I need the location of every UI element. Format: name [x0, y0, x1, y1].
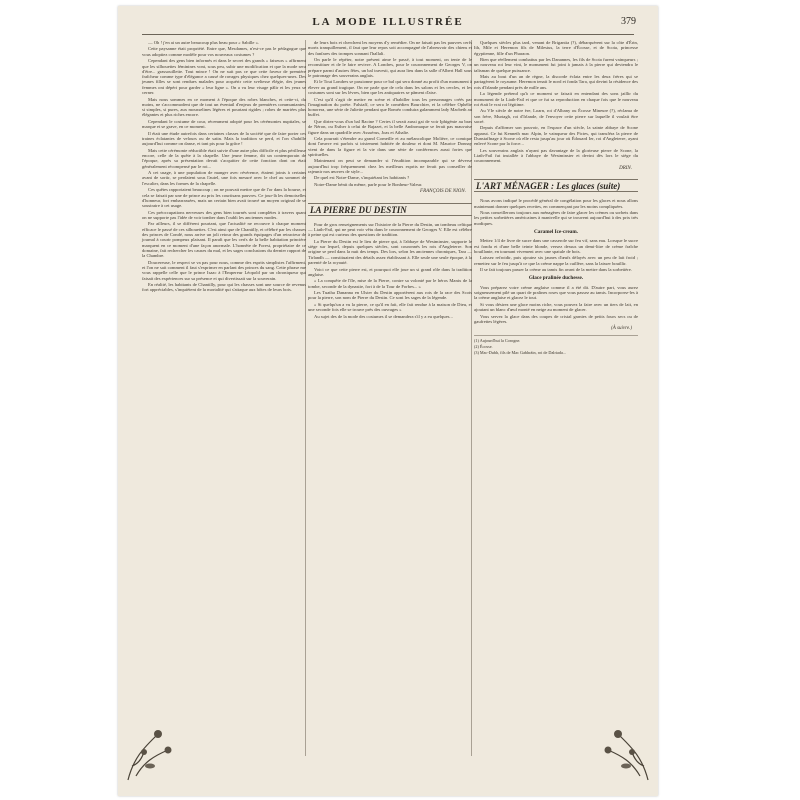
column-middle [308, 40, 472, 320]
footnote: (3) Mac-Dubh, fils de Mac Gabhráin, roi de Dalriada... [474, 350, 566, 356]
paragraph: — Oh ! j'en ai un autre beaucoup plus beau pour « Sabille ». [148, 40, 260, 45]
paragraph: Maintenant on peut se demander si l'érudition incomparable qui se déverse aujourd'hui trop fréquemment chez les meilleurs esprits ne ferait pas conseiller de rajeunir nos œuvres de style... [308, 158, 472, 174]
recipe-heading: Caramel Ice-cream. [534, 228, 578, 235]
paragraph: Bien que réellement combattus par les Danannes, les fils de Scota furent vainqueurs ; un nouveau roi leur vint, le monument fut joint à jamais à la pierre qui deviendra le talisman de quelque puissance. [474, 57, 638, 73]
paragraph: Cette paysanne était propriété. Entre que, Mesdames, n'est-ce pas le pédagogue que vous adoptiez comme modèle pour vos nouveaux costumes ? [142, 46, 306, 57]
paragraph: Voici ce que cette pierre est, et pourquoi elle joue un si grand rôle dans la tradition anglaise. [308, 266, 472, 277]
paragraph: Cependant des gens bien informés et dans le secret des grands « faiseurs » affirment que les silhouettes féminines vont, sous peu, subir une modification et que la mode sera d'être... grassouillette. Tout mince ! On ne suit pas ce que cette faveur de première fraîcheur comme type d'élégance a causé de ravages physiques chez quelques-unes. Des jeunes filles se sont rendues malades pour acquérir cette sveltesse élégie, des jeunes femmes ont dépéri pour garder « leur ligne ». On a vu leur visage pâlir et les yeux se cerner. [142, 58, 306, 96]
paragraph: Si vous désirez une glace moins riche, vous pouvez la faire avec un tiers de lait, en ajoutant un blanc d'œuf monté en neige au moment de glacer. [474, 301, 638, 313]
paragraph: On parle le répéter, notre présent aime le passé, à tout moment, on tente de le reconstituer et de le faire revivre. A Londres, pour le couronnement de Georges V, on prépare parmi d'autres fêtes, un bal travesti, qui aura lieu dans la salle d'Albert Hall sous le patronage des souverains anglais. [308, 57, 472, 78]
footnotes [474, 335, 638, 355]
paragraph: De quel est Notre-Dame, s'inquiétant les habitants ? [314, 175, 410, 181]
magazine-page [118, 6, 658, 796]
paragraph: Vous préparez votre crème anglaise comme il a été dit. D'autre part, vous aurez soigneusement pilé un quart de pralines roses que vous passez au tamis. Incorporez-les à la crème anglaise et glacez le tout. [474, 284, 638, 301]
paragraph: Pour de gros renseignements sur l'histoire de la Pierre du Destin, un tombeau celtique — Liath-Fail, qui ne peut voir vêtu dans le couronnement de Georges V. Elle est célèbre à peine qui est curieux des questions de tradition. [308, 221, 472, 238]
paragraph: Mais nous sommes en ce moment à l'époque des robes blanches, et cette-ci, du moins, ne s'accommodent que de tout un éventail d'enjeux de premières communiantes, si simples, si pures, aux mousselines légères et pourtant rigides ; robes de mariées plus élégantes et plus riches encore. [142, 96, 306, 118]
paragraph: Mais cette cérémonie réductible était suivie d'une autre plus difficile et plus périlleuse encore, celle de la quête à la chapelle. Une jeune femme, dit un contemporain de l'époque, après sa présentation devait s'acquitter de cette fonction dont on était généralement récompensé par le roi... [142, 147, 306, 169]
paragraph: Cela pourrait s'étendre au grand Corneille et au mélancolique Molière, ce comique dont l'œuvre est parfois si tristement habitée de douleur et dont M. Maurice Donnay vient de dans la figure et la vie dans une série de conférences aussi fortes que spirituelles. [308, 135, 472, 157]
paragraph: « Si quelqu'un a vu la pierre, ce qu'il en fait, elle fait rendue à la maison de Dieu, et une seconde fois elle se trouve près des ouvrages » [308, 301, 472, 313]
paragraph: Depuis d'affirmer son pouvoir, en l'espace d'un siècle, la sainte abbaye de Scone apparut. Ce fut Kenneth mac Alpin, le vainqueur des Pictes, qui transféra la pierre de Dunstaffnage à Scone où elle resta jusqu'au jour où Édouard Ier, roi d'Angleterre, ayant enlevé Scone par la force... [474, 125, 638, 147]
paragraph: La Pierre du Destin est le lieu de pierre qui, à l'abbaye de Westminster, supporte le siège sur lequel, depuis quelques siècles, sont couronnés les rois d'Angleterre. Son origine se perd dans la nuit des temps. Des lors, selon les anciennes chroniques, Tara — Tirlandh — constituaient des détails assez établissant à. Elle seule une seule époque, à la parenté de la royauté. [308, 238, 472, 266]
paragraph: Par ailleurs, il se différent pourtant, que l'actualité ne recouvre à chaque moment efficace le passé de ces silhouettes. C'est ainsi que de Chantilly, et célébré par les chasses des princes de Condé, nous arrive un joli retour des grands équipages d'un retracteur de journal à courir pompeux plaisant. Il paraît que les cerfs de la belle habitation princière marquent en ce moment d'une façon anormale. L'honnête de Forest, propriétaire de ce domaine, fait rechercher les causes du mal, et les sages conclusions du dernier rapport de la Chambre. [142, 221, 306, 259]
footnote: (2) Écosse. [474, 344, 493, 350]
section-heading-art-menager: L'ART MÉNAGER : Les glaces (suite) [474, 179, 638, 192]
paragraph: C'est qu'il s'agit de mettre en scène et d'habiller tous les personnages créés par l'imagination du poète. Falstaff, ce sera le comédien Bourchier, et la célèbre Ophélie honorera, une série de Juliette pendant que Roméo conduira galamment lady Macbeth au buffet. [308, 96, 472, 118]
paragraph: Ces préoccupations nerveuses des gens bien tournés sont complètes à travers quant on ne supporte pas l'idée de voir tomber dans l'oubli les anciennes modes. [142, 209, 306, 220]
paragraph: Au sujet des de la mode des costumes il se demandera s'il y a eu quelques... [314, 313, 453, 319]
header-rule [142, 34, 634, 35]
recipe-heading: Glace pralinée duchesse. [528, 275, 584, 282]
page-number: 379 [621, 16, 636, 27]
page-header [118, 16, 658, 34]
paragraph: Quelques siècles plus tard, venant de Brigantia (?), débarquèrent sur la côte d'Érin, Ith, Mile et Heremon fils de Milesius, la terre d'Écosse, et de Scota, princesse égyptienne, fille d'un Pharaon. [474, 40, 638, 56]
paragraph: Mais au bout d'un an de règne, la discorde éclata entre les deux frères qui se partagèrent le royaume. Heremon tenait le nord et fonda Tara, qui devint la résidence des rois d'Irlande pendant près de mille ans. [474, 74, 638, 90]
magazine-title: LA MODE ILLUSTRÉE [312, 16, 464, 28]
column-left [142, 40, 306, 294]
paragraph: A cet usage, à une population de manger avec révérence, étaient joints à certains avant de sortir, se perdaient sous l'autel, une fois mesuré avec le chef au sommet de l'escalier, dans les formes de la chapelle. [142, 170, 306, 186]
paragraph: En réalité, les habitants de Chantilly, pour qui les chasses sont une source de revenus fort appréciables, s'inquiètent de la mortalité qui s'attaque aux hôtes de leurs bois. [142, 282, 306, 293]
paragraph: Au VIe siècle de notre ère, Loarn, roi d'Albany ou Écosse Mineure (?), réclama de son frère, Murtagh, roi d'Irlande, de l'envoyer cette pierre sur laquelle il voulait être sacré. [474, 108, 638, 124]
footnote: (1) Aujourd'hui la Corogne. [474, 338, 521, 344]
paragraph: Laissez refroidir, puis ajoutez six jaunes d'œufs délayés avec un peu de lait froid ; remettez sur le feu jusqu'à ce que la crème nappe la cuillère, sans la laisser bouillir. [474, 255, 638, 266]
paragraph: Cependant le costume de cour, récemment adopté pour les cérémonies nuptiales, se marque et se grave, en ce moment. [142, 118, 306, 130]
paragraph: Ces quêtes rapportaient beaucoup ; on ne pouvait mettre que de l'or dans la bourse, et cela se faisait par une de prince au prix les courtisans pauvres. Ce jour-là les demoiselles d'honneur, fort embarrassées, mais un certain bien avait trouvé un moyen original de se soustraire à cet usage. [142, 187, 306, 209]
paragraph: Il se fait toujours passer la crème au tamis fin avant de la mettre dans la sorbetière. [480, 267, 632, 273]
paragraph: Il était une étude autrefois dans certaines classes de la société que de faire porter ces traines éclatantes de velours ou de satin. Mais la tradition se perd, et l'on s'habille aujourd'hui comme on danse, et tant pis pour la grâce ! [142, 130, 306, 147]
paragraph: Nous conseillerons toujours aux ménagères de faire glacer les crèmes ou sorbets dans les petites sorbetières américaines à manivelle qui se trouvent aujourd'hui à des prix très modiques. [474, 210, 638, 226]
paragraph: Et le Tout Londres se passionne pour ce bal qui sera donné au profit d'un monument à élever au grand tragique. On ne parle que de cela dans les salons et les cercles, et les costumes sont sur les lèvres, bien que les antiquaires se pâment d'aise. [308, 79, 472, 96]
paragraph: Que diriez-vous d'un bal Racine ? Certes il serait aussi gai de voir Iphigénie au bras de Néron, ou Esther à celui de Bajazet, et la belle Andromaque se ferait pas mauvaise figure dans un quadrille avec Assuérus, Joas et Athalie. [308, 118, 472, 135]
paragraph: Notre-Dame bénit du même, parle pour le Bonheur-Valeur. [314, 181, 423, 187]
paragraph: « La conquête de l'île, mise de la Pierre, contre sa volonté par le héros Manix de la tombe, seconde de la dynastie, fort à de la Tour de Forbes... » [308, 278, 472, 289]
paragraph: Les souverains anglais n'ayant pas davantage de la glorieuse pierre de Scone, la Liath-Fail fut installée à l'abbaye de Westminster et devint dès lors le siège du couronnement. [474, 147, 638, 164]
article-signature: FRANÇOIS DE NION. [420, 189, 466, 195]
paragraph: Mettez 1/4 de livre de sucre dans une casserole sur feu vif, sans eau. Lorsque le sucre est fondu et d'une belle teinte blonde, versez dessus un demi-litre de crème fraîche bouillante, en tournant vivement avec une spatule de bois. [474, 238, 638, 254]
floral-ornament-left [124, 726, 194, 782]
paragraph: Doucereuse, le respect se va pas pour nous, comme des esprits simplistes l'affirment, et l'on ne sait comment il faut s'exprimer en parlant des princes du sang. Cette phrase me vous rappelle celle que le prince Isaac à l'Empereur Léopold par un chroniqueur qui faisait des expériences sur sa présence et qui divertissait sur la souverain. [142, 259, 306, 281]
paragraph: La légende prétend qu'à ce moment se faisait en entendant des sons jaillir du monument de la Liath-Fail et que ce fut sa reproduction en chaque fois que le nouveau roi était le vrai roi légitime. [474, 91, 638, 107]
column-right [474, 40, 638, 356]
paragraph: Nous avons indiqué le procédé général de congélation pour les glaces et nous allons maintenant donner quelques recettes, en commençant par les moins compliquées. [474, 198, 638, 209]
article-signature: DRIN. [619, 165, 632, 171]
paragraph: de leurs bois et cherchent les moyens d'y remédier. On ne faisait pas les pauvres cerfs morts tranquillement, il faut que leur repos soit accompagné de l'abreuvoir des chiens et des fanfares des trompes sonnant l'hallali. [308, 40, 472, 56]
floral-ornament-right [582, 726, 652, 782]
article-continued: (À suivre.) [611, 326, 632, 332]
paragraph: Vous servez la glace dans des coupes de cristal garnies de petits fours secs ou de gaufrettes légères. [474, 313, 638, 324]
section-heading-pierre-du-destin: LA PIERRE DU DESTIN [308, 203, 472, 216]
paragraph: Les Tuatha Dananna en Ulster du Destin apportèrent aux rois de la race des Scots pour la pierre, son nom de Pierre du Destin. Ce sont les sages de la légende. [308, 290, 472, 301]
